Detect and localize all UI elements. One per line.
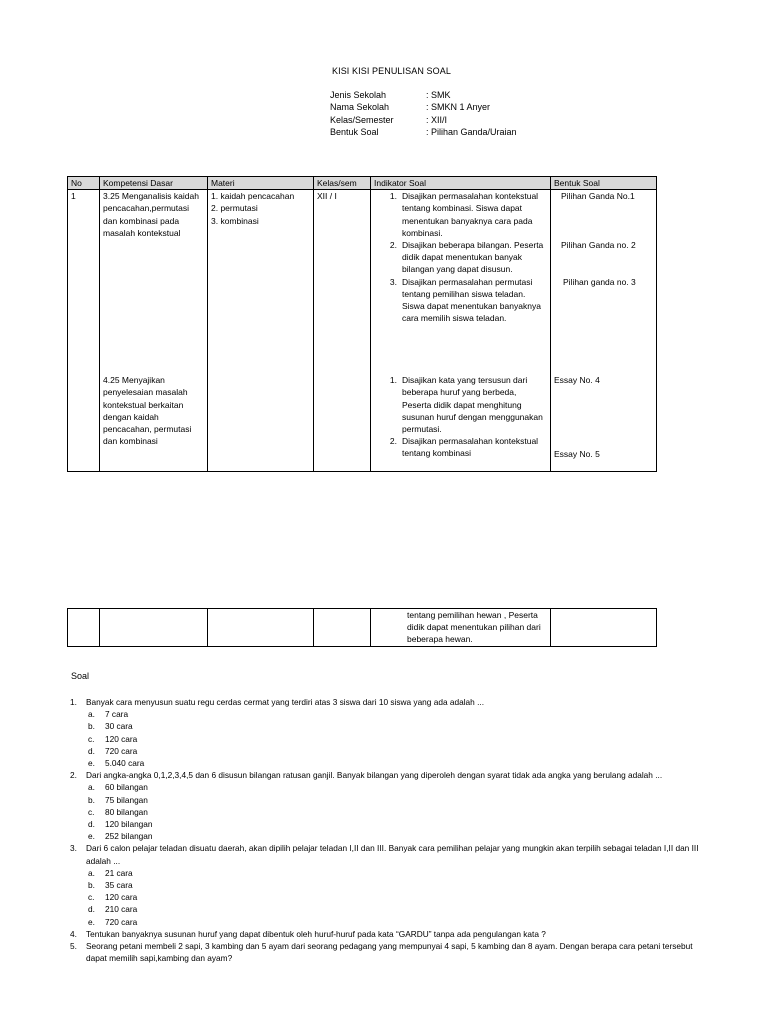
indikator-item [374, 374, 547, 435]
option-letter: e. [88, 916, 95, 927]
answer-option [86, 891, 710, 903]
cell-indikator-soal [371, 609, 551, 647]
option-text: 21 cara [105, 867, 133, 878]
soal-heading: Soal [71, 671, 90, 681]
bentuk-item: Pilihan Ganda No.1 [561, 191, 635, 202]
indikator-item [374, 239, 547, 276]
indikator-item [374, 435, 547, 459]
bentuk-item: Pilihan ganda no. 3 [563, 277, 636, 288]
kisi-kisi-table [67, 176, 657, 472]
option-text: 7 cara [105, 709, 129, 720]
cell-kelas-sem [314, 609, 371, 647]
question-text: Seorang petani membeli 2 sapi, 3 kambing dan 5 ayam dari seorang pedagang yang mempunyai 4 sapi, 5 kambing dan 8 ayam. Dengan berapa cara petani tersebut dapat memilih sapi,kambing dan ayam? [86, 941, 693, 964]
meta-row-kelas-semester [330, 114, 517, 126]
materi-item: 3. kombinasi [211, 215, 259, 226]
answer-option [86, 818, 710, 830]
cell-no: 1 [68, 190, 100, 472]
meta-key: Bentuk Soal [330, 126, 379, 137]
indikator-number: 2. [389, 436, 397, 447]
option-letter: b. [88, 721, 95, 732]
option-letter: b. [88, 794, 95, 805]
cell-bentuk-soal [551, 609, 657, 647]
bentuk-item: Essay No. 5 [554, 449, 600, 460]
cell-indikator-soal [371, 190, 551, 472]
meta-row-jenis-sekolah [330, 89, 517, 101]
question-item [70, 928, 710, 940]
document-title: KISI KISI PENULISAN SOAL [332, 66, 451, 76]
question-body [86, 940, 710, 964]
question-body [86, 769, 710, 842]
cell-materi [208, 190, 314, 472]
indikator-continuation: tentang pemilihan hewan , Peserta didik dapat menentukan pilihan dari beberapa hewan. [407, 610, 541, 645]
option-letter: d. [88, 904, 95, 915]
indikator-text: Disajikan kata yang tersusun dari beberapa huruf yang berbeda, Peserta didik dapat menghitung susunan huruf dengan menggunakan permutasi. [402, 375, 543, 435]
document-meta [330, 89, 517, 138]
bentuk-item: Pilihan Ganda no. 2 [561, 240, 636, 251]
header-indikator-soal: Indikator Soal [371, 177, 551, 190]
answer-option [86, 720, 710, 732]
cell-kompetensi-dasar [100, 609, 208, 647]
indikator-number: 2. [389, 240, 397, 251]
option-letter: a. [88, 867, 95, 878]
question-number: 4. [70, 928, 77, 939]
indikator-number: 3. [389, 276, 397, 287]
question-body [86, 696, 710, 769]
table-row [68, 609, 657, 647]
option-letter: c. [88, 892, 95, 903]
answer-option [86, 806, 710, 818]
meta-key: Kelas/Semester [330, 114, 394, 125]
answer-option [86, 708, 710, 720]
materi-item: 2. permutasi [211, 203, 258, 214]
option-text: 30 cara [105, 721, 133, 732]
answer-option [86, 879, 710, 891]
meta-value: : Pilihan Ganda/Uraian [426, 126, 517, 137]
option-text: 720 cara [105, 745, 138, 756]
meta-key: Nama Sekolah [330, 102, 390, 113]
answer-option [86, 781, 710, 793]
question-text: Banyak cara menyusun suatu regu cerdas cermat yang terdiri atas 3 siswa dari 10 siswa yang ada adalah ... [86, 697, 485, 707]
indikator-item [374, 276, 547, 325]
option-letter: e. [88, 831, 95, 842]
header-bentuk-soal: Bentuk Soal [551, 177, 657, 190]
header-kompetensi-dasar: Kompetensi Dasar [100, 177, 208, 190]
cell-kelas-sem: XII / I [314, 190, 371, 472]
question-body [86, 928, 710, 940]
cell-no [68, 609, 100, 647]
indikator-text: Disajikan permasalahan permutasi tentang pemilihan siswa teladan. Siswa dapat menentukan banyaknya cara memilih siswa teladan. [402, 276, 541, 324]
answer-option [86, 745, 710, 757]
materi-item: 1. kaidah pencacahan [211, 191, 295, 202]
option-letter: a. [88, 709, 95, 720]
option-text: 120 bilangan [105, 819, 153, 830]
question-list [70, 696, 710, 964]
option-text: 60 bilangan [105, 782, 148, 793]
option-letter: e. [88, 758, 95, 769]
meta-value: : XII/I [426, 114, 448, 125]
answer-option [86, 867, 710, 879]
question-text: Tentukan banyaknya susunan huruf yang dapat dibentuk oleh huruf-huruf pada kata “GARDU” tanpa ada pengulangan kata ? [86, 928, 546, 939]
bentuk-item: Essay No. 4 [554, 375, 600, 386]
indikator-group-1 [374, 190, 547, 324]
question-item [70, 842, 710, 927]
answer-option [86, 733, 710, 745]
answer-option [86, 830, 710, 842]
question-text: Dari angka-angka 0,1,2,3,4,5 dan 6 disusun bilangan ratusan ganjil. Banyak bilangan yang diperoleh dengan syarat tidak ada angka yang berulang adalah ... [86, 770, 663, 781]
option-text: 120 cara [105, 892, 138, 903]
option-letter: d. [88, 819, 95, 830]
indikator-text: Disajikan permasalahan kontekstual tentang kombinasi. Siswa dapat menentukan banyaknya cara pada kombinasi. [402, 191, 539, 238]
kd-2: 4.25 Menyajikan penyelesaian masalah kontekstual berkaitan dengan kaidah pencacahan, permutasi dan kombinasi [103, 375, 192, 447]
option-text: 35 cara [105, 880, 133, 891]
header-materi: Materi [208, 177, 314, 190]
meta-row-nama-sekolah [330, 101, 517, 113]
option-text: 252 bilangan [105, 831, 153, 842]
option-letter: c. [88, 733, 95, 744]
answer-option [86, 794, 710, 806]
question-item [70, 696, 710, 769]
option-text: 5.040 cara [105, 758, 145, 769]
indikator-text: Disajikan permasalahan kontekstual tentang kombinasi [402, 436, 539, 459]
answer-option [86, 916, 710, 928]
meta-row-bentuk-soal [330, 126, 517, 138]
table-header-row [68, 177, 657, 190]
cell-kompetensi-dasar [100, 190, 208, 472]
question-body [86, 842, 710, 927]
option-text: 720 cara [105, 916, 138, 927]
kisi-kisi-table-continued [67, 608, 657, 647]
table-row [68, 190, 657, 472]
cell-bentuk-soal [551, 190, 657, 472]
indikator-item [374, 190, 547, 239]
question-number: 3. [70, 843, 77, 854]
indikator-number: 1. [389, 375, 397, 386]
option-text: 120 cara [105, 733, 138, 744]
option-letter: a. [88, 782, 95, 793]
indikator-group-2 [374, 374, 547, 459]
option-letter: d. [88, 745, 95, 756]
option-text: 210 cara [105, 904, 138, 915]
question-number: 5. [70, 941, 77, 952]
option-letter: b. [88, 880, 95, 891]
indikator-number: 1. [389, 191, 397, 202]
option-text: 80 bilangan [105, 806, 148, 817]
header-kelas-sem: Kelas/sem [314, 177, 371, 190]
question-item [70, 769, 710, 842]
meta-value: : SMKN 1 Anyer [426, 102, 491, 113]
cell-materi [208, 609, 314, 647]
question-number: 1. [70, 697, 77, 707]
question-item [70, 940, 710, 964]
question-text: Dari 6 calon pelajar teladan disuatu daerah, akan dipilih pelajar teladan I,II dan III. Banyak cara pemilihan pelajar yang mungkin akan terpilih sebagai teladan I,II dan III adalah ... [86, 843, 699, 866]
option-letter: c. [88, 806, 95, 817]
option-text: 75 bilangan [105, 794, 148, 805]
question-number: 2. [70, 770, 77, 781]
header-no: No [68, 177, 100, 190]
indikator-text: Disajikan beberapa bilangan. Peserta didik dapat menentukan banyak bilangan yang dapat disusun. [402, 240, 544, 275]
answer-option [86, 757, 710, 769]
meta-key: Jenis Sekolah [330, 90, 387, 100]
answer-option [86, 903, 710, 915]
kd-1: 3.25 Menganalisis kaidah pencacahan,permutasi dan kombinasi pada masalah kontekstual [103, 191, 199, 238]
meta-value: : SMK [426, 90, 451, 100]
